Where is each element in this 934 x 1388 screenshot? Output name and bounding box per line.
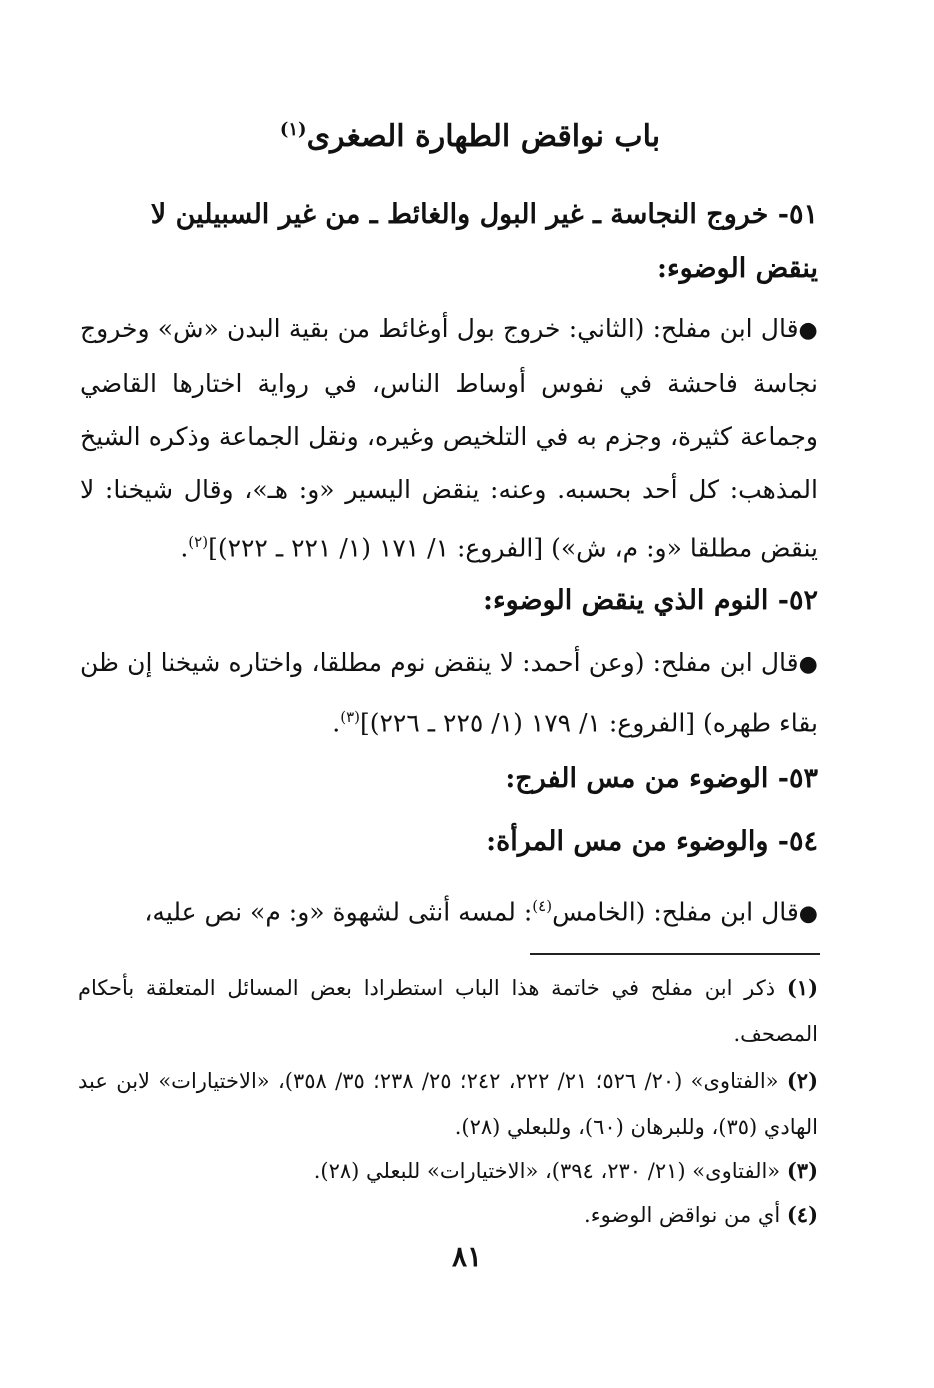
footnote-number: (٤) [786,1202,818,1227]
issue-heading-52: ٥٢- النوم الذي ينقض الوضوء: [482,585,818,616]
chapter-title-text: باب نواقض الطهارة الصغرى [306,119,661,154]
footnote-4 [78,1192,818,1238]
paragraph-54-text-a: قال ابن مفلح: (الخامس [552,897,799,927]
paragraph-52-text: قال ابن مفلح: (وعن أحمد: لا ينقض نوم مطلقا، واختاره شيخنا إن ظن بقاء طهره) [الفروع: ١/ ١٧٩ (١/ ٢٢٥ ـ ٢٢٦)] [80,648,818,738]
footnote-2 [78,1058,818,1150]
footnote-text: أي من نواقض الوضوء. [584,1203,781,1227]
chapter-title [120,108,820,159]
paragraph-54 [80,880,818,940]
bullet-icon: ● [798,652,819,677]
footnote-3 [78,1148,818,1194]
footnote-ref-3: (٣) [340,708,360,726]
issue-heading-53: ٥٣- الوضوء من مس الفرج: [505,763,818,794]
footnote-number: (٣) [786,1158,818,1183]
page-number: ٨١ [451,1240,483,1273]
footnote-ref-1: (١) [279,119,307,140]
footnote-text: «الفتاوى» (٢١/ ٢٣٠، ٣٩٤)، «الاختيارات» للبعلي (٢٨). [313,1159,781,1183]
footnote-ref-2: (٢) [188,533,209,551]
bullet-icon: ● [798,318,818,343]
footnote-text: ذكر ابن مفلح في خاتمة هذا الباب استطرادا بعض المسائل المتعلقة بأحكام المصحف. [78,976,818,1046]
footnote-divider [530,953,820,955]
footnote-text: «الفتاوى» (٢٠/ ٥٢٦؛ ٢١/ ٢٢٢، ٢٤٢؛ ٢٥/ ٢٣٨؛ ٣٥/ ٣٥٨)، «الاختيارات» لابن عبد الهادي (٣٥)، وللبرهان (٦٠)، وللبعلي (٢٨). [78,1069,818,1139]
footnote-number: (١) [786,975,818,1000]
issue-heading-51: ٥١- خروج النجاسة ـ غير البول والغائط ـ من غير السبيلين لا ينقض الوضوء: [150,199,818,284]
bullet-icon: ● [798,901,818,927]
paragraph-51: ●قال ابن مفلح: (الثاني: خروج بول أوغائط من بقية البدن «ش» وخروج نجاسة فاحشة في نفوس أوساط الناس، في رواية اختارها القاضي وجماعة كثيرة، وجزم به في التلخيص وغيره، ونقل الجماعة وذكره الشيخ المذهب: كل أحد بحسبه. وعنه: ينقض اليسير «و: هـ»، وقال شيخنا: لا ينقض مطلقا «و: م، ش») [الفروع: ١/ ١٧١ (١/ ٢٢١ ـ ٢٢٢)]$^{(٢)}$. [80,314,818,563]
issue-heading-54: ٥٤- والوضوء من مس المرأة: [486,826,818,857]
paragraph-54-text-b: : لمسه أنثى لشهوة «و: م» نص عليه، [144,897,533,927]
footnote-ref-4: (٤) [532,897,553,915]
footnote-number: (٢) [786,1068,819,1093]
footnote-1 [78,965,818,1057]
paragraph-51-text: قال ابن مفلح: (الثاني: خروج بول أوغائط من بقية البدن «ش» وخروج نجاسة فاحشة في نفوس أوساط الناس، في رواية اختارها القاضي وجماعة كثيرة، وجزم به في التلخيص وغيره، ونقل الجماعة وذكره الشيخ المذهب: كل أحد بحسبه. وعنه: ينقض اليسير «و: هـ»، وقال شيخنا: لا ينقض مطلقا «و: م، ش») [الفروع: ١/ ١٧١ (١/ ٢٢١ ـ ٢٢٢)] [80,314,818,563]
paragraph-52: ●قال ابن مفلح: (وعن أحمد: لا ينقض نوم مطلقا، واختاره شيخنا إن ظن بقاء طهره) [الفروع: ١/ ١٧٩ (١/ ٢٢٥ ـ ٢٢٦)]$^{(٣)}$. [80,648,819,738]
